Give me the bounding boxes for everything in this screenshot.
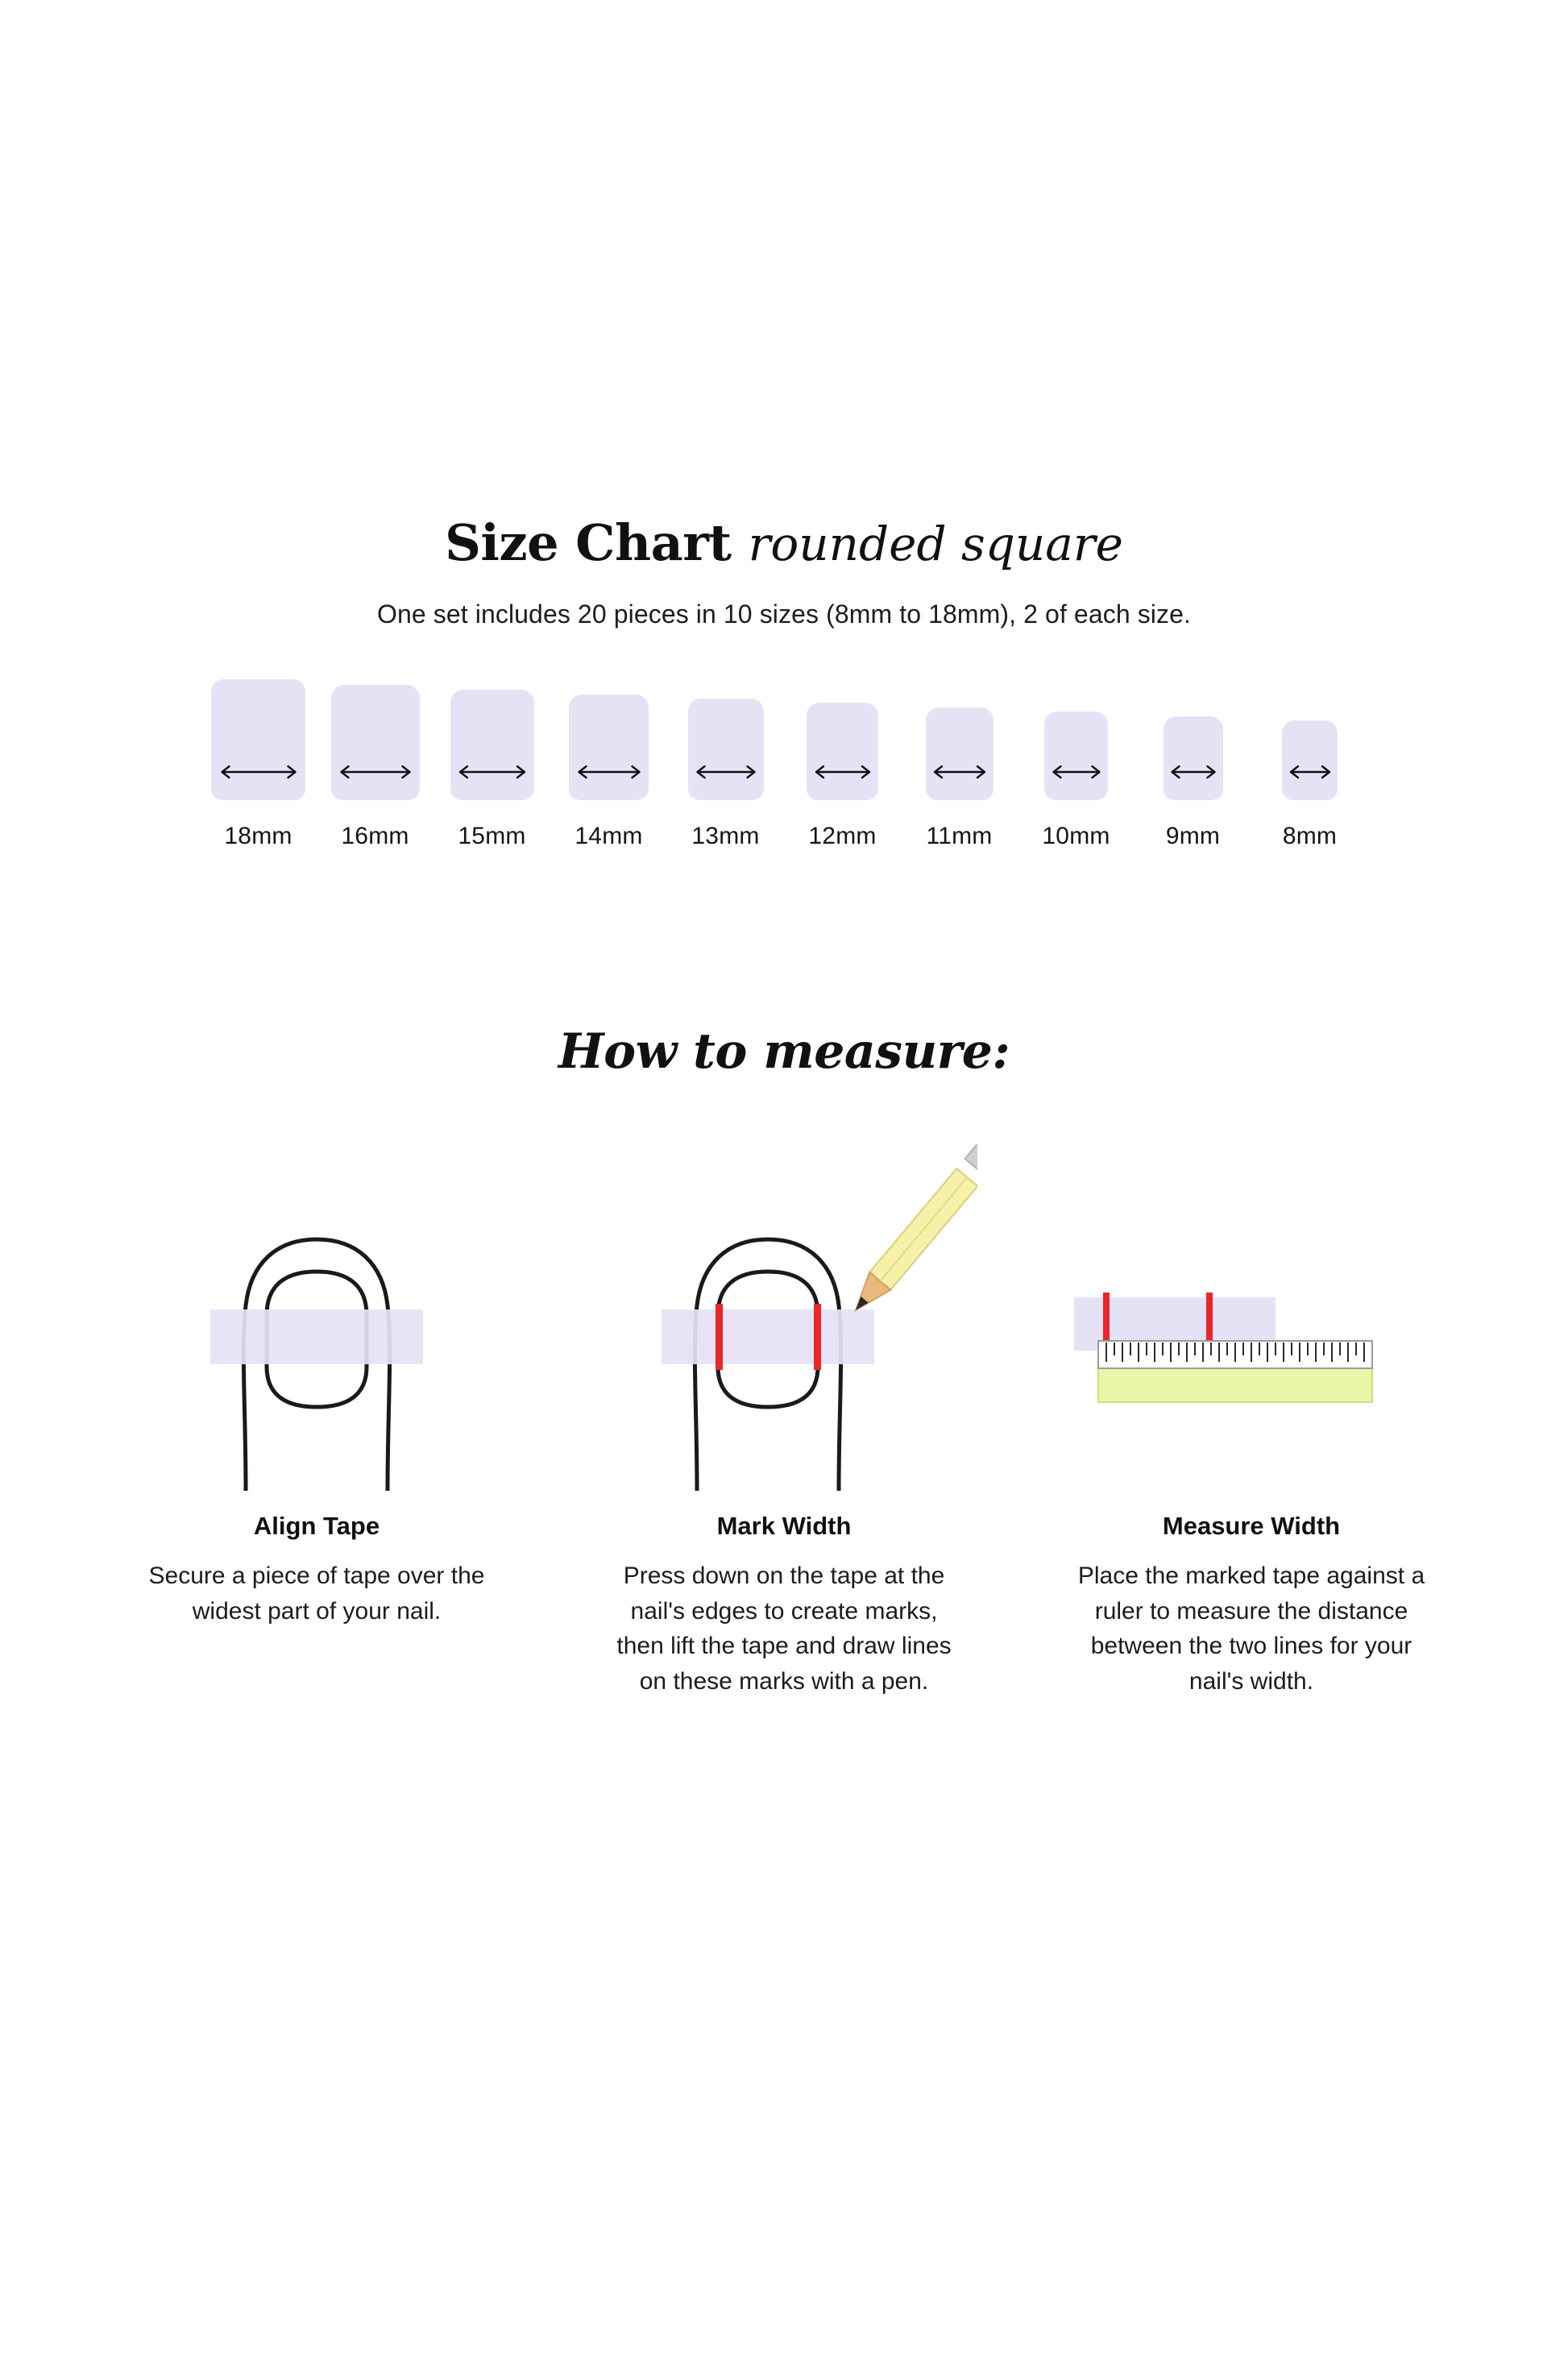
nail-swatch: [569, 695, 649, 800]
nail-size-label: 15mm: [458, 823, 526, 850]
nail-swatch: [450, 690, 534, 800]
nail-size-label: 13mm: [691, 823, 760, 850]
nail-size-item: [1018, 679, 1135, 850]
width-arrow-icon: [1047, 762, 1105, 782]
nail-size-item: [200, 679, 317, 850]
width-arrow-icon: [691, 762, 760, 782]
nail-swatch-wrap: [1044, 679, 1108, 800]
nail-swatch: [1282, 720, 1338, 800]
width-arrow-icon: [811, 762, 875, 782]
nail-size-item: [667, 679, 784, 850]
nail-size-label: 18mm: [224, 823, 292, 850]
nail-size-label: 9mm: [1165, 823, 1221, 850]
nail-size-item: [317, 679, 433, 850]
width-arrow-icon: [216, 762, 301, 782]
pencil-icon: [845, 1144, 977, 1319]
step-heading: Align Tape: [253, 1512, 380, 1540]
width-arrow-icon: [573, 762, 645, 782]
step-body: Press down on the tape at the nail's edges to create marks, then lift the tape and draw lines on these marks with a pen.: [616, 1562, 952, 1695]
nail-swatch: [926, 708, 993, 800]
nail-size-label: 16mm: [341, 823, 409, 850]
page-subtitle: One set includes 20 pieces in 10 sizes (8mm to 18mm), 2 of each size.: [376, 600, 1192, 629]
nail-swatch: [688, 699, 764, 800]
nail-swatch-wrap: [1282, 679, 1338, 800]
mark-line-right: [814, 1304, 821, 1370]
nail-size-item: [901, 679, 1018, 850]
nail-size-item: [784, 679, 901, 850]
tape-with-ruler-illustration: [1058, 1144, 1445, 1491]
step-body: Place the marked tape against a ruler to measure the distance between the two lines for your nail's width.: [1077, 1562, 1425, 1695]
nail-size-item: [1135, 679, 1251, 850]
size-chart-section: [0, 513, 1568, 850]
nail-size-label: 12mm: [808, 823, 877, 850]
nail-swatch-wrap: [688, 679, 764, 800]
nail-swatch-wrap: [926, 679, 993, 800]
nail-swatch: [1164, 716, 1223, 800]
width-arrow-icon: [1285, 762, 1335, 782]
nail-swatch-wrap: [211, 679, 305, 800]
nail-swatch: [331, 685, 420, 800]
width-arrow-icon: [335, 762, 415, 782]
tape-strip: [210, 1309, 423, 1364]
howto-measure-title: How to measure:: [558, 1023, 1010, 1080]
nail-swatch-wrap: [450, 679, 534, 800]
mark-line-left: [716, 1304, 723, 1370]
step-body: Secure a piece of tape over the widest part of your nail.: [148, 1562, 485, 1625]
step-illustration-measure-width: [1058, 1144, 1445, 1491]
howto-step-align-tape: [123, 1144, 510, 1699]
howto-step-measure-width: [1058, 1144, 1445, 1699]
width-arrow-icon: [929, 762, 990, 782]
ruler-icon: [1098, 1341, 1372, 1402]
step-heading: Measure Width: [1162, 1512, 1341, 1540]
nail-size-item: [433, 679, 550, 850]
nail-swatch: [1044, 712, 1108, 800]
howto-step-mark-width: [591, 1144, 977, 1699]
tape-strip: [662, 1309, 874, 1364]
howto-steps: [123, 1144, 1445, 1699]
nail-size-row: [0, 679, 1568, 850]
finger-tape-pencil-illustration: [591, 1144, 977, 1491]
nail-size-item: [1251, 679, 1368, 850]
nail-swatch: [807, 703, 878, 800]
finger-with-tape-illustration: [123, 1144, 510, 1491]
nail-size-label: 14mm: [575, 823, 643, 850]
nail-swatch-wrap: [569, 679, 649, 800]
width-arrow-icon: [454, 762, 530, 782]
nail-size-label: 11mm: [926, 823, 993, 850]
step-heading: Mark Width: [716, 1512, 852, 1540]
nail-size-label: 8mm: [1282, 823, 1338, 850]
step-illustration-align-tape: [123, 1144, 510, 1491]
page-title: [0, 513, 1568, 572]
nail-swatch-wrap: [1164, 679, 1223, 800]
page-title-main: Size Chart: [445, 513, 749, 572]
nail-size-label: 10mm: [1042, 823, 1110, 850]
step-illustration-mark-width: [591, 1144, 977, 1491]
width-arrow-icon: [1166, 762, 1220, 782]
nail-swatch-wrap: [807, 679, 878, 800]
nail-size-item: [550, 679, 667, 850]
nail-swatch-wrap: [331, 679, 420, 800]
page-title-shape: rounded square: [748, 517, 1123, 571]
